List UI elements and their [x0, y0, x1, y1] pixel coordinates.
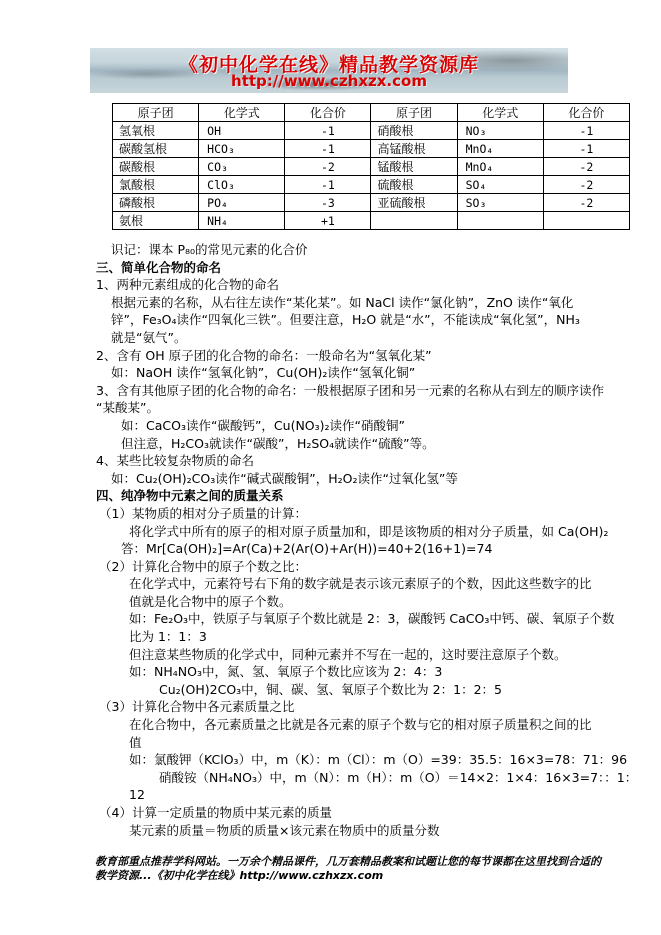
body-line: Cu₂(OH)2CO₃中，铜、碳、氢、氧原子个数比为 2：1：2：5 [159, 681, 502, 697]
body-line: 1、两种元素组成的化合物的命名 [96, 277, 279, 293]
body-line: 将化学式中所有的原子的相对原子质量加和，即是该物质的相对分子质量，如 Ca(OH)₂ [129, 523, 609, 539]
body-line: “某酸某”。 [96, 400, 159, 416]
body-line: 就是“氨气”。 [111, 329, 187, 345]
body-line: 4、某些比较复杂物质的命名 [96, 453, 254, 469]
formula-cell: OH [199, 122, 285, 140]
radical-name-cell: 硫酸根 [371, 176, 457, 194]
site-banner-image [90, 48, 568, 93]
radical-name-cell: 碳酸氢根 [113, 140, 199, 158]
valence-cell: +1 [285, 212, 371, 230]
body-line: 但注意某些物质的化学式中，同种元素并不写在一起的，这时要注意原子个数。 [129, 646, 567, 662]
formula-cell: MnO₄ [457, 158, 543, 176]
valence-cell [543, 212, 629, 230]
body-line: 某元素的质量＝物质的质量×该元素在物质中的质量分数 [129, 822, 440, 838]
body-line: （4）计算一定质量的物质中某元素的质量 [99, 805, 332, 820]
body-line: 识记：课本 P₈₀的常见元素的化合价 [111, 242, 308, 257]
table-row [113, 194, 630, 212]
document-body [96, 241, 636, 839]
valence-cell: -1 [543, 122, 629, 140]
table-row [113, 140, 630, 158]
section-heading: 三、简单化合物的命名 [96, 259, 222, 275]
body-line: 值 [129, 734, 142, 750]
body-line: 答：Mr[Ca(OH)₂]=Ar(Ca)+2(Ar(O)+Ar(H))=40+2(16+1)=74 [121, 541, 493, 557]
table-header-row [113, 104, 630, 122]
page-footer [95, 855, 601, 883]
body-line: （2）计算化合物中的原子个数之比： [99, 558, 307, 574]
formula-cell: NO₃ [457, 122, 543, 140]
radical-name-cell: 磷酸根 [113, 194, 199, 212]
body-line: 如：CaCO₃读作“碳酸钙”，Cu(NO₃)₂读作“硝酸铜” [121, 417, 405, 433]
table-header-cell: 化合价 [285, 104, 371, 122]
radical-name-cell: 氨根 [113, 212, 199, 230]
body-line: 12 [129, 787, 145, 803]
table-row [113, 158, 630, 176]
footer-line: 教学资源...《初中化学在线》http://www.czhxzx.com [95, 869, 384, 882]
table-header-cell: 化合价 [543, 104, 629, 122]
body-line: 如：NaOH 读作“氢氧化钠”，Cu(OH)₂读作“氢氧化铜” [111, 365, 416, 381]
body-line: 2、含有 OH 原子团的化合物的命名：一般命名为“氢氧化某” [96, 347, 432, 363]
radical-name-cell: 亚硫酸根 [371, 194, 457, 212]
valence-cell: -1 [285, 140, 371, 158]
radical-name-cell: 锰酸根 [371, 158, 457, 176]
footer-line: 教育部重点推荐学科网站。一万余个精品课件，几万套精品教案和试题让您的每节课都在这里找到合适的 [95, 855, 601, 868]
body-line: 值就是化合物中的原子个数。 [129, 593, 292, 609]
section-heading: 四、纯净物中元素之间的质量关系 [96, 488, 284, 504]
banner-url: http://www.czhxzx.com [231, 72, 427, 90]
valence-cell: -1 [285, 122, 371, 140]
radical-name-cell: 碳酸根 [113, 158, 199, 176]
table-row [113, 122, 630, 140]
valence-cell: -2 [543, 194, 629, 212]
body-line: 在化学式中，元素符号右下角的数字就是表示该元素原子的个数，因此这些数字的比 [129, 576, 592, 592]
valence-cell: -1 [543, 140, 629, 158]
valence-cell: -3 [285, 194, 371, 212]
table-header-cell: 化学式 [199, 104, 285, 122]
body-line: 比为 1：1：3 [129, 629, 207, 645]
body-line: 在化合物中，各元素质量之比就是各元素的原子个数与它的相对原子质量积之间的比 [129, 717, 592, 733]
table-header-cell: 原子团 [371, 104, 457, 122]
radical-name-cell: 氯酸根 [113, 176, 199, 194]
body-line: 但注意，H₂CO₃就读作“碳酸”，H₂SO₄就读作“硫酸”等。 [121, 435, 435, 451]
formula-cell [457, 212, 543, 230]
table-row [113, 176, 630, 194]
body-line: （1）某物质的相对分子质量的计算： [99, 505, 307, 521]
formula-cell: MnO₄ [457, 140, 543, 158]
body-line: 如：Cu₂(OH)₂CO₃读作“碱式碳酸铜”，H₂O₂读作“过氧化氢”等 [111, 470, 458, 486]
table-row [113, 212, 630, 230]
formula-cell: ClO₃ [199, 176, 285, 194]
valence-cell: -2 [543, 158, 629, 176]
body-line: 根据元素的名称，从右往左读作“某化某”。如 NaCl 读作“氯化钠”，ZnO 读作“氧化 [111, 294, 574, 310]
body-line: 硝酸铵（NH₄NO₃）中，m（N）：m（H）：m（O）＝14×2：1×4：16×3=7：：1： [159, 769, 638, 785]
formula-cell: CO₃ [199, 158, 285, 176]
radical-name-cell: 硝酸根 [371, 122, 457, 140]
body-line: （3）计算化合物中各元素质量之比 [99, 699, 295, 715]
radical-name-cell [371, 212, 457, 230]
formula-cell: HCO₃ [199, 140, 285, 158]
valence-cell: -2 [543, 176, 629, 194]
formula-cell: PO₄ [199, 194, 285, 212]
body-line: 锌”，Fe₃O₄读作“四氧化三铁”。但要注意，H₂O 就是“水”，不能读成“氧化氢”，NH₃ [111, 312, 580, 328]
table-header-cell: 原子团 [113, 104, 199, 122]
radical-name-cell: 氢氧根 [113, 122, 199, 140]
formula-cell: SO₃ [457, 194, 543, 212]
formula-cell: NH₄ [199, 212, 285, 230]
valence-cell: -2 [285, 158, 371, 176]
body-line: 3、含有其他原子团的化合物的命名：一般根据原子团和另一元素的名称从右到左的顺序读作 [96, 382, 604, 398]
valence-table [112, 103, 630, 230]
body-line: 如：Fe₂O₃中，铁原子与氧原子个数比就是 2：3，碳酸钙 CaCO₃中钙、碳、氧原子个数 [129, 611, 615, 627]
table-header-cell: 化学式 [457, 104, 543, 122]
body-line: 如：NH₄NO₃中，氮、氢、氧原子个数比应该为 2：4：3 [129, 664, 443, 680]
radical-name-cell: 高锰酸根 [371, 140, 457, 158]
banner-title: 《初中化学在线》精品教学资源库 [178, 54, 479, 76]
body-line: 如：氯酸钾（KClO₃）中，m（K）：m（Cl）：m（O）=39：35.5：16×3=78：71：96 [129, 752, 628, 768]
formula-cell: SO₄ [457, 176, 543, 194]
valence-cell: -1 [285, 176, 371, 194]
